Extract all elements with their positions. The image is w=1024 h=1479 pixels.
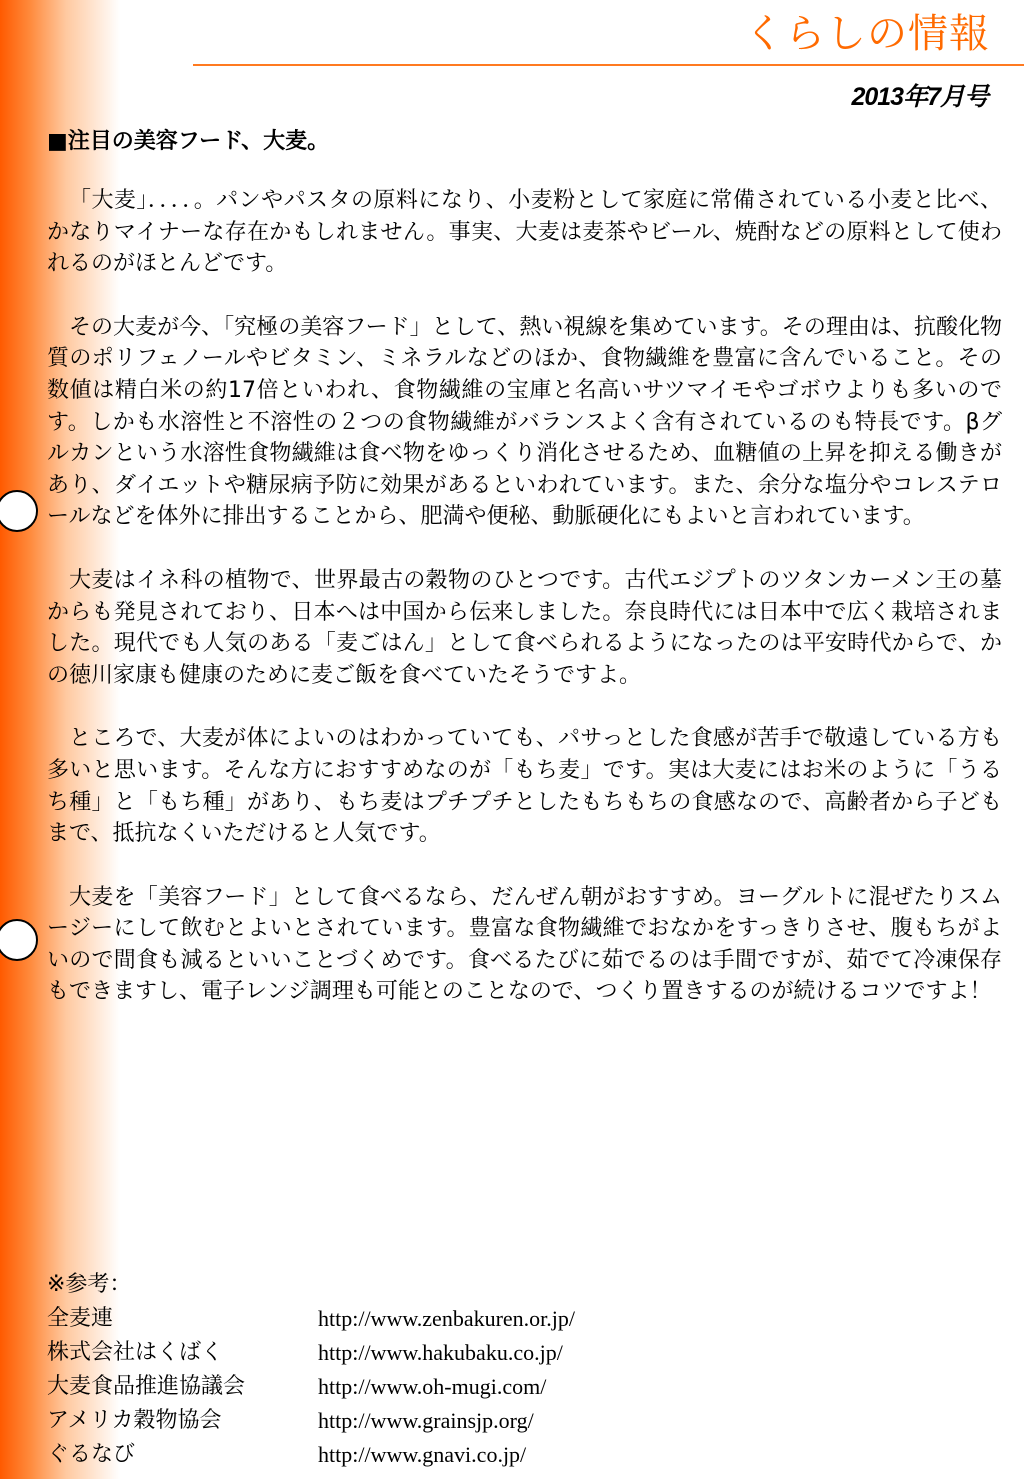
reference-url[interactable]: http://www.grainsjp.org/ <box>318 1408 534 1433</box>
references <box>47 1268 575 1472</box>
paragraph: その大麦が今、「究極の美容フード」として、熱い視線を集めています。その理由は、抗酸化物質のポリフェノールやビタミン、ミネラルなどのほか、食物繊維を豊富に含んでいること。その数値は精白米の約17倍といわれ、食物繊維の宝庫と名高いサツマイモやゴボウよりも多いのです。しかも水溶性と不溶性の２つの食物繊維がバランスよく含有されているのも特長です。βグルカンという水溶性食物繊維は食べ物をゆっくり消化させるため、血糖値の上昇を抑える働きがあり、ダイエットや糖尿病予防に効果があるといわれています。また、余分な塩分やコレステロールなどを体外に排出することから、肥満や便秘、動脈硬化にもよいと言われています。 <box>47 314 1002 530</box>
paragraph: 大麦はイネ科の植物で、世界最古の穀物のひとつです。古代エジプトのツタンカーメン王の墓からも発見されており、日本へは中国から伝来しました。奈良時代には日本中で広く栽培されました。現代でも人気のある「麦ごはん」として食べられるようになったのは平安時代からで、かの徳川家康も健康のために麦ご飯を食べていたそうですよ。 <box>47 567 1002 688</box>
reference-url[interactable]: http://www.zenbakuren.or.jp/ <box>318 1306 576 1331</box>
paragraph: 大麦を「美容フード」として食べるなら、だんぜん朝がおすすめ。ヨーグルトに混ぜたりスムージーにして飲むとよいとされています。豊富な食物繊維でおなかをすっきりさせ、腹もちがよいので間食も減るといいことづくめです。食べるたびに茹でるのは手間ですが、茹でて冷凍保存もできますし、電子レンジ調理も可能とのことなので、つくり置きするのが続けるコツですよ！ <box>47 884 1002 1005</box>
paragraph: 「大麦」．．．．。パンやパスタの原料になり、小麦粉として家庭に常備されている小麦と比べ、かなりマイナーな存在かもしれません。事実、大麦は麦茶やビール、焼酎などの原料として使われるのがほとんどです。 <box>47 188 1002 277</box>
reference-name: 大麦食品推進協議会 <box>47 1374 246 1399</box>
paragraph: ところで、大麦が体によいのはわかっていても、パサっとした食感が苦手で敬遠している方も多いと思います。そんな方におすすめなのが「もち麦」です。実は大麦にはお米のように「うるち種」と「もち種」があり、もち麦はプチプチとしたもちもちの食感なので、高齢者から子どもまで、抵抗なくいただけると人気です。 <box>47 726 1002 847</box>
reference-name: アメリカ穀物協会 <box>47 1408 222 1433</box>
reference-url[interactable]: http://www.hakubaku.co.jp/ <box>318 1340 563 1365</box>
reference-row <box>47 1438 575 1472</box>
article-heading: ■注目の美容フード、大麦。 <box>47 129 330 154</box>
issue-date: 2013年7月号 <box>851 83 988 111</box>
reference-row <box>47 1404 575 1438</box>
reference-url[interactable]: http://www.oh-mugi.com/ <box>318 1374 547 1399</box>
reference-name: 全麦連 <box>47 1306 114 1331</box>
header-divider <box>193 64 1024 66</box>
reference-url[interactable]: http://www.gnavi.co.jp/ <box>318 1442 527 1467</box>
references-title: ※参考： <box>47 1272 132 1297</box>
reference-name: ぐるなび <box>47 1442 136 1467</box>
reference-row <box>47 1302 575 1336</box>
page-title: くらしの情報 <box>744 11 990 57</box>
reference-name: 株式会社はくばく <box>47 1340 224 1365</box>
reference-row <box>47 1336 575 1370</box>
article-body <box>47 185 1002 1040</box>
reference-row <box>47 1370 575 1404</box>
